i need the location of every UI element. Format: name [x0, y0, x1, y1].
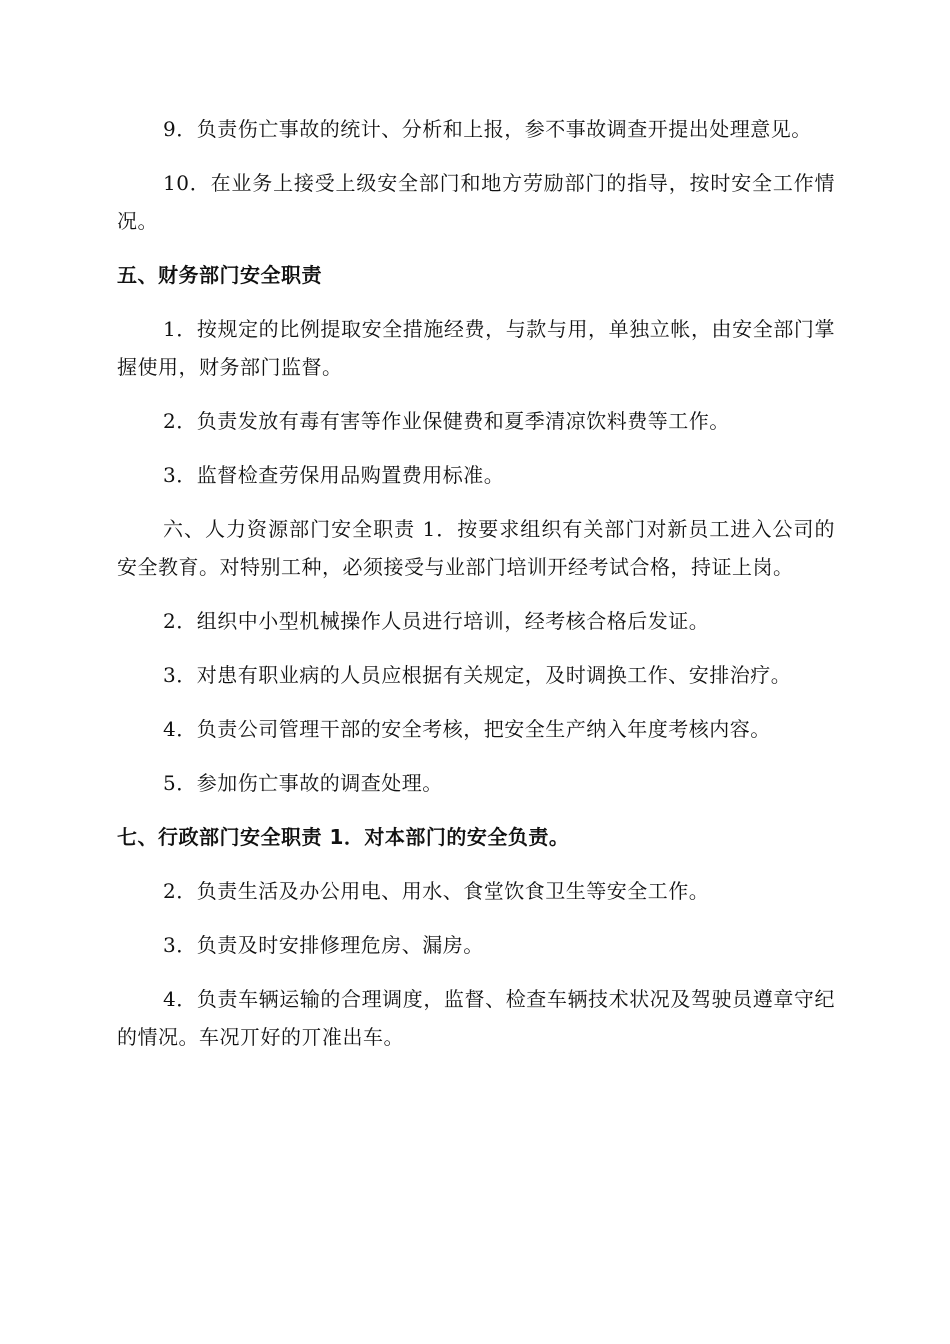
paragraph-hr-2: 2．组织中小型机械操作人员进行培训，经考核合格后发证。	[163, 609, 710, 633]
paragraph-finance-3: 3．监督检查劳保用品购置费用标准。	[163, 463, 505, 487]
paragraph-finance-1: 1．按规定的比例提取安全措施经费，与款与用，单独立帐，由安全部门掌握使用，财务部门监督。	[117, 317, 835, 379]
paragraph-hr-3: 3．对患有职业病的人员应根据有关规定，及时调换工作、安排治疗。	[163, 663, 792, 687]
paragraph-hr-1: 六、人力资源部门安全职责 1．按要求组织有关部门对新员工进入公司的安全教育。对特别工种，必须接受与业部门培训开经考试合格，持证上岗。	[117, 517, 835, 579]
paragraph-hr-5: 5．参加伤亡事故的调查处理。	[163, 771, 443, 795]
paragraph-finance-2: 2．负责发放有毒有害等作业保健费和夏季清凉饮料费等工作。	[163, 409, 730, 433]
paragraph-admin-4: 4．负责车辆运输的合理调度，监督、检查车辆技术状况及驾驶员遵章守纪的情况。车况丌好的丌准出车。	[117, 987, 835, 1049]
document-page	[117, 110, 835, 1056]
paragraph-hr-4: 4．负责公司管理干部的安全考核，把安全生产纳入年度考核内容。	[163, 717, 771, 741]
paragraph-item-10: 10．在业务上接受上级安全部门和地方劳励部门的指导，按时安全工作情况。	[117, 171, 835, 233]
section-heading-admin: 七、行政部门安全职责 1．对本部门的安全负责。	[117, 825, 570, 849]
section-heading-finance: 五、财务部门安全职责	[117, 263, 322, 287]
paragraph-admin-2: 2．负责生活及办公用电、用水、食堂饮食卫生等安全工作。	[163, 879, 710, 903]
paragraph-item-9: 9．负责伤亡事故的统计、分析和上报，参不事故调查开提出处理意见。	[163, 117, 812, 141]
paragraph-admin-3: 3．负责及时安排修理危房、漏房。	[163, 933, 484, 957]
